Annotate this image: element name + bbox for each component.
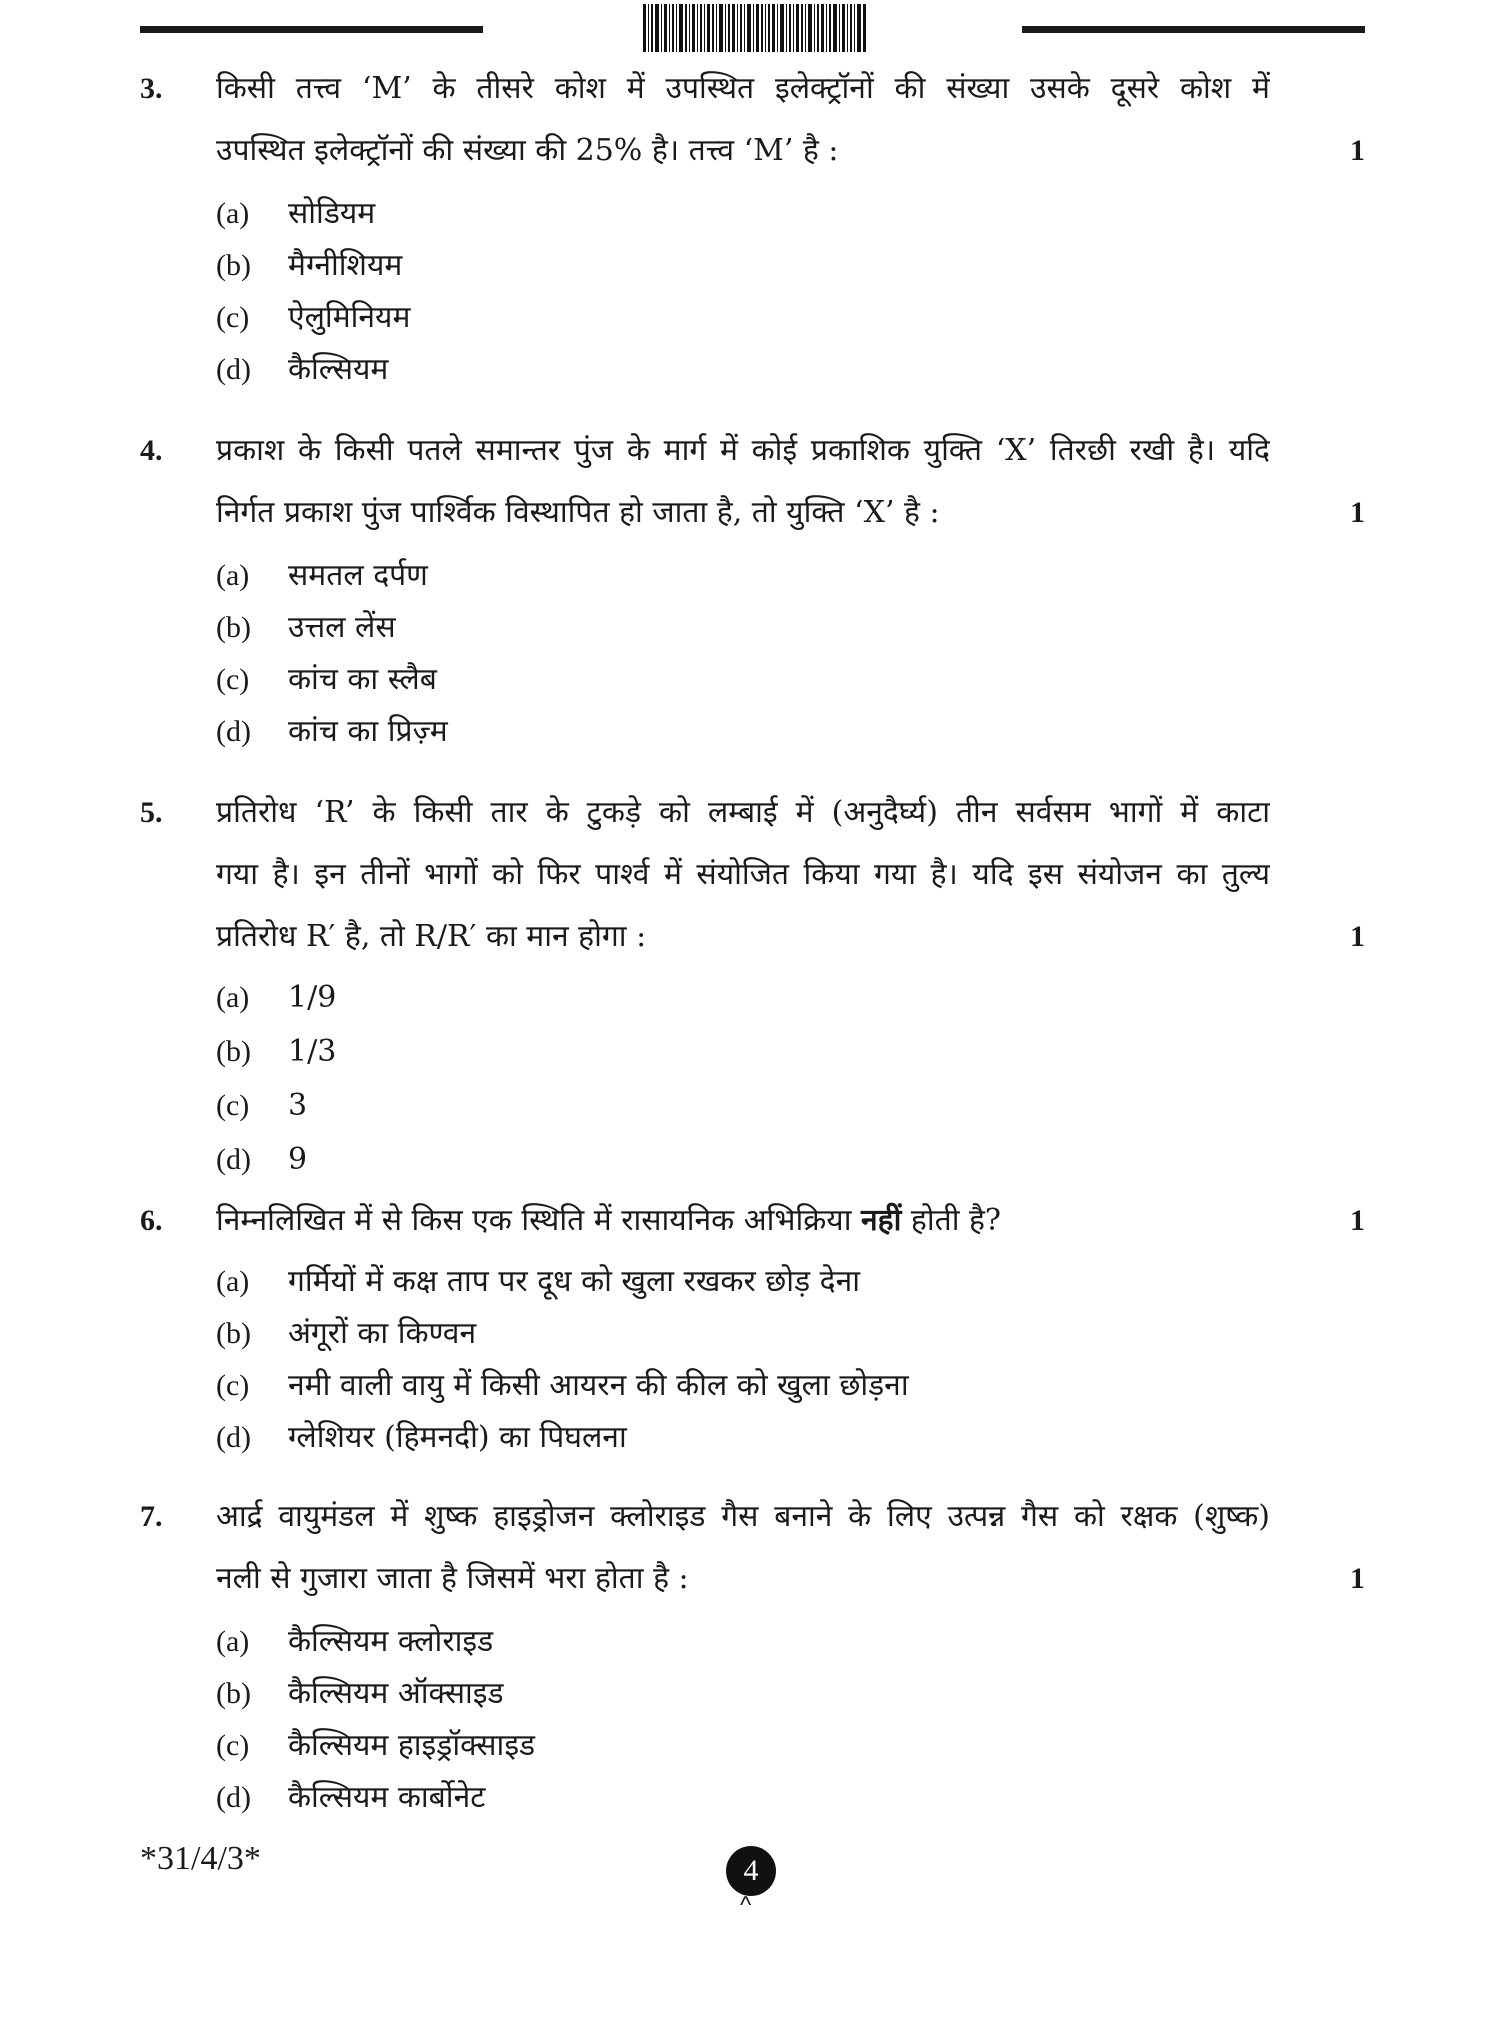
option-text: नमी वाली वायु में किसी आयरन की कील को खुला छोड़ना bbox=[288, 1368, 909, 1403]
option-label: (c) bbox=[216, 1729, 250, 1762]
marks-label: 1 bbox=[1350, 1562, 1365, 1595]
option-text: कैल्सियम ऑक्साइड bbox=[288, 1676, 504, 1711]
option-text: ऐलुमिनियम bbox=[288, 300, 411, 335]
question-text-line bbox=[216, 1190, 1270, 1252]
question-emphasis: नहीं bbox=[861, 1203, 902, 1238]
barcode-image bbox=[643, 4, 866, 52]
question-text-line: प्रतिरोध R′ है, तो R/R′ का मान होगा : bbox=[216, 919, 647, 954]
caret-mark: ^ bbox=[740, 1892, 752, 1919]
option-c bbox=[216, 1720, 535, 1772]
question-text-part: निम्नलिखित में से किस एक स्थिति में रासायनिक अभिक्रिया bbox=[216, 1203, 861, 1238]
option-label: (b) bbox=[216, 1317, 251, 1350]
option-label: (a) bbox=[216, 981, 250, 1014]
question-text-part: होती है? bbox=[901, 1203, 1002, 1238]
option-b bbox=[216, 1308, 476, 1360]
question-number: 3. bbox=[140, 72, 163, 105]
option-a bbox=[216, 550, 428, 602]
option-label: (b) bbox=[216, 249, 251, 282]
option-text: ग्लेशियर (हिमनदी) का पिघलना bbox=[288, 1420, 627, 1455]
question-text-line: आर्द्र वायुमंडल में शुष्क हाइड्रोजन क्लोराइड गैस बनाने के लिए उत्पन्न गैस को रक्षक (शुष्क) bbox=[216, 1499, 1270, 1534]
option-label: (c) bbox=[216, 301, 250, 334]
option-d bbox=[216, 344, 388, 396]
option-label: (a) bbox=[216, 1265, 250, 1298]
option-b bbox=[216, 1668, 504, 1720]
option-text: गर्मियों में कक्ष ताप पर दूध को खुला रखकर छोड़ देना bbox=[288, 1264, 861, 1299]
question-text-line: प्रकाश के किसी पतले समान्तर पुंज के मार्ग में कोई प्रकाशिक युक्ति ‘X’ तिरछी रखी है। यदि bbox=[216, 433, 1270, 468]
option-text: कांच का स्लैब bbox=[288, 662, 437, 697]
option-text: अंगूरों का किण्वन bbox=[288, 1316, 477, 1351]
marks-label: 1 bbox=[1350, 496, 1365, 529]
option-label: (a) bbox=[216, 197, 250, 230]
question-number: 4. bbox=[140, 434, 163, 467]
question-text-line: निर्गत प्रकाश पुंज पार्श्विक विस्थापित हो जाता है, तो युक्ति ‘X’ है : bbox=[216, 495, 940, 530]
question-text-line: प्रतिरोध ‘R’ के किसी तार के टुकड़े को लम्बाई में (अनुदैर्घ्य) तीन सर्वसम भागों में काटा bbox=[216, 795, 1270, 830]
marks-label: 1 bbox=[1350, 920, 1365, 953]
option-label: (b) bbox=[216, 1677, 251, 1710]
question-text-line: गया है। इन तीनों भागों को फिर पार्श्व में संयोजित किया गया है। यदि इस संयोजन का तुल्य bbox=[216, 857, 1270, 892]
option-label: (a) bbox=[216, 1625, 250, 1658]
header-rule-left bbox=[140, 26, 483, 33]
option-text: कैल्सियम हाइड्रॉक्साइड bbox=[288, 1728, 536, 1763]
option-b bbox=[216, 240, 402, 292]
option-text: 3 bbox=[288, 1088, 308, 1123]
option-a bbox=[216, 1256, 860, 1308]
option-label: (c) bbox=[216, 1369, 250, 1402]
option-a bbox=[216, 188, 375, 240]
header-rule-right bbox=[1022, 26, 1365, 33]
option-a bbox=[216, 972, 336, 1024]
option-d bbox=[216, 1134, 307, 1186]
marks-label: 1 bbox=[1350, 1204, 1365, 1237]
option-a bbox=[216, 1616, 493, 1668]
option-text: कैल्सियम कार्बोनेट bbox=[288, 1780, 486, 1815]
option-text: सोडियम bbox=[288, 196, 376, 231]
option-label: (d) bbox=[216, 353, 251, 386]
option-text: मैग्नीशियम bbox=[288, 248, 403, 283]
option-text: 1/9 bbox=[288, 980, 337, 1015]
option-c bbox=[216, 1080, 307, 1132]
option-text: कैल्सियम bbox=[288, 352, 389, 387]
option-text: कैल्सियम क्लोराइड bbox=[288, 1624, 494, 1659]
page-number: 4 bbox=[726, 1846, 776, 1896]
paper-code: *31/4/3* bbox=[140, 1840, 261, 1877]
option-label: (d) bbox=[216, 715, 251, 748]
option-text: समतल दर्पण bbox=[288, 558, 428, 593]
option-label: (d) bbox=[216, 1143, 251, 1176]
option-label: (b) bbox=[216, 1035, 251, 1068]
option-text: 1/3 bbox=[288, 1034, 337, 1069]
option-label: (c) bbox=[216, 1089, 250, 1122]
option-text: उत्तल लेंस bbox=[288, 610, 396, 645]
question-number: 5. bbox=[140, 796, 163, 829]
option-label: (c) bbox=[216, 663, 250, 696]
option-label: (d) bbox=[216, 1781, 251, 1814]
option-d bbox=[216, 1412, 627, 1464]
option-label: (d) bbox=[216, 1421, 251, 1454]
option-c bbox=[216, 654, 437, 706]
question-number: 7. bbox=[140, 1500, 163, 1533]
option-c bbox=[216, 292, 410, 344]
option-b bbox=[216, 1026, 336, 1078]
option-label: (b) bbox=[216, 611, 251, 644]
option-c bbox=[216, 1360, 909, 1412]
option-d bbox=[216, 1772, 485, 1824]
option-d bbox=[216, 706, 448, 758]
question-text-line: किसी तत्त्व ‘M’ के तीसरे कोश में उपस्थित इलेक्ट्रॉनों की संख्या उसके दूसरे कोश में bbox=[216, 71, 1270, 106]
option-text: कांच का प्रिज़्म bbox=[288, 714, 448, 749]
option-label: (a) bbox=[216, 559, 250, 592]
option-b bbox=[216, 602, 396, 654]
question-text-line: नली से गुजारा जाता है जिसमें भरा होता है : bbox=[216, 1561, 689, 1596]
option-text: 9 bbox=[288, 1142, 308, 1177]
question-text-line: उपस्थित इलेक्ट्रॉनों की संख्या की 25% है। तत्त्व ‘M’ है : bbox=[216, 133, 839, 168]
question-number: 6. bbox=[140, 1204, 163, 1237]
marks-label: 1 bbox=[1350, 134, 1365, 167]
